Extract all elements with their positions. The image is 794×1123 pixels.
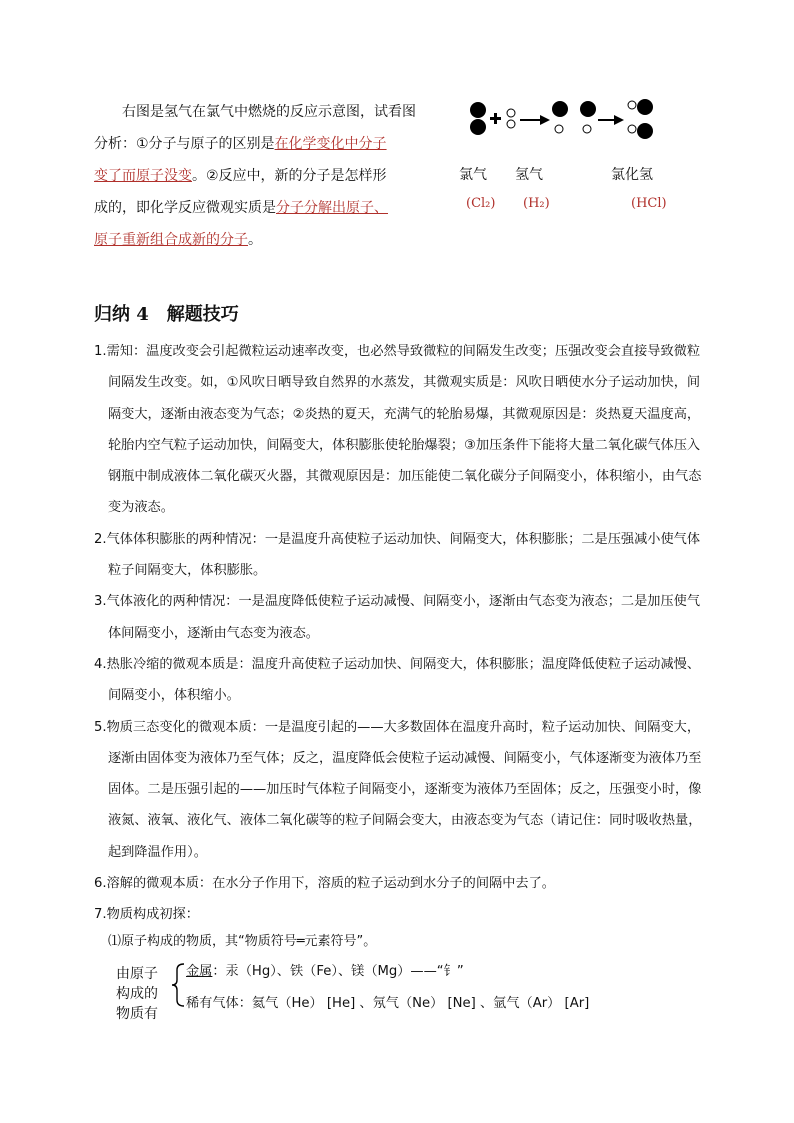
formula-h2: (H₂)	[523, 196, 550, 211]
label-chlorine: 氯气	[459, 167, 487, 183]
metal-text: ：汞（Hg）、铁（Fe）、镁（Mg）——“钅”	[212, 964, 464, 979]
intro-line-5	[94, 224, 424, 256]
intro-line-2	[94, 128, 424, 160]
separated-atoms	[552, 101, 596, 133]
plus-sign	[490, 113, 501, 124]
intro-line-4	[94, 192, 424, 224]
classification-tree	[108, 960, 668, 1032]
label-hydrogen: 氢气	[515, 167, 543, 183]
chlorine-molecule	[470, 102, 486, 135]
list-item: 2.气体体积膨胀的两种情况：一是温度升高使粒子运动加快、间隔变大，体积膨胀；二是压强减小使气体粒子间隔变大，体积膨胀。	[94, 531, 701, 579]
label-hcl: 氯化氢	[611, 167, 653, 183]
arrow-icon	[520, 115, 550, 125]
tree-branch-noble-gas: 稀有气体：氦气（He） [He] 、氖气（Ne） [Ne] 、氩气（Ar） [Ar]	[186, 996, 590, 1011]
hydrogen-molecule	[507, 109, 515, 128]
arrow-icon	[598, 115, 624, 125]
intro-line-1: 右图是氢气在氯气中燃烧的反应示意图，试看图	[122, 104, 416, 120]
section-heading: 归纳 4 解题技巧	[94, 304, 239, 325]
intro-line-3	[94, 160, 424, 192]
intro-text: 成的，即化学反应微观实质是	[94, 200, 276, 216]
formula-hcl: (HCl)	[631, 196, 667, 211]
intro-paragraph	[94, 96, 424, 256]
answer-text: 变了而原子没变	[94, 168, 192, 184]
sub-item: ⑴原子构成的物质，其“物质符号═元素符号”。	[108, 934, 377, 949]
intro-text: 。	[248, 232, 262, 248]
answer-text: 在化学变化中分子	[274, 136, 387, 152]
list-item: 5.物质三态变化的微观本质：一是温度引起的——大多数固体在温度升高时，粒子运动加快、间隔变大，逐渐由固体变为液体乃至气体；反之，温度降低会使粒子运动减慢、间隔变小，气体逐渐变为液体乃至固体。二是压强引起的——加压时气体粒子间隔变小，逐渐变为液体乃至固体；反之，压强变小时，像液氮、液氧、液化气、液体二氧化碳等的粒子间隔会变大，由液态变为气态（请记住：同时吸收热量，起到降温作用）。	[94, 719, 702, 860]
tree-branch-metal	[186, 960, 464, 979]
list-item: 6.溶解的微观本质：在水分子作用下，溶质的粒子运动到水分子的间隔中去了。	[94, 876, 555, 892]
answer-text: 分子分解出原子、	[276, 200, 388, 216]
formula-cl2: (Cl₂)	[466, 196, 496, 211]
list-item: 7.物质构成初探：	[94, 907, 199, 923]
intro-text: 分析：①分子与原子的区别是	[94, 136, 275, 152]
list-item: 3.气体液化的两种情况：一是温度降低使粒子运动减慢、间隔变小，逐渐由气态变为液态；二是加压使气体间隔变小，逐渐由气态变为液态。	[94, 594, 701, 641]
list-item: 1.需知：温度改变会引起微粒运动速率改变，也必然导致微粒的间隔发生改变；压强改变会直接导致微粒间隔发生改变。如，①风吹日晒导致自然界的水蒸发，其微观实质是：风吹日晒使水分子运动加快，间隔变大，逐渐由液态变为气态；②炎热的夏天，充满气的轮胎易爆，其微观原因是：炎热夏天温度高，轮胎内空气粒子运动加快，间隔变大，体积膨胀使轮胎爆裂；③加压条件下能将大量二氧化碳气体压入钢瓶中制成液体二氧化碳灭火器，其微观原因是：加压能使二氧化碳分子间隔变小，体积缩小，由气态变为液态。	[94, 344, 702, 516]
list-item: 4.热胀冷缩的微观本质是：温度升高使粒子运动加快、间隔变大，体积膨胀；温度降低使粒子运动减慢、间隔变小，体积缩小。	[94, 656, 701, 704]
hcl-molecules	[628, 99, 653, 139]
answer-text: 原子重新组合成新的分子	[94, 232, 248, 248]
brace-icon	[170, 962, 186, 1008]
metal-label: 金属	[186, 964, 213, 979]
reaction-diagram	[462, 96, 662, 146]
tree-root-label: 由原子构成的物质有	[116, 966, 158, 1022]
intro-text: 。②反应中，新的分子是怎样形	[192, 168, 387, 184]
tips-list	[94, 336, 706, 931]
